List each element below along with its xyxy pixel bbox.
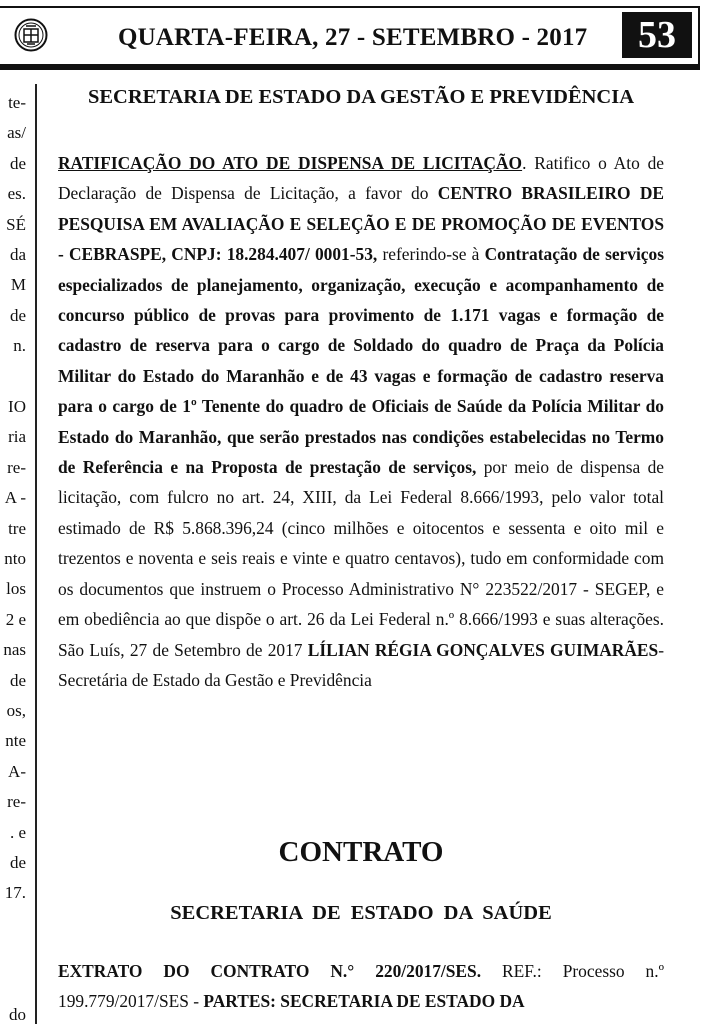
left-column-fragments [0,84,26,1024]
left-column-fragment: re- [7,457,26,477]
state-coat-of-arms-icon [14,18,48,52]
contract-extract-title: EXTRATO DO CONTRATO N.° 220/2017/SES. [58,961,482,981]
section-department: SECRETARIA DE ESTADO DA SAÚDE [170,902,552,924]
dispensa-text-4: -Secretária de Estado da Gestão e Previdência [58,639,664,690]
department-heading: SECRETARIA DE ESTADO DA GESTÃO E PREVIDÊNCIA [87,86,635,108]
left-column-fragment: 2 e [5,609,26,629]
left-column-fragment: M [10,275,26,295]
header-date: QUARTA-FEIRA, 27 - SETEMBRO - 2017 [118,24,588,51]
contract-extract-paragraph [58,956,664,1017]
left-column-fragment: SÉ [6,214,26,234]
left-column-fragment: os, [6,701,26,720]
dispensa-text-1: . Ratifico o Ato de Declaração de Dispensa de Licitação, a favor do [58,153,664,204]
dispensa-company: CENTRO BRASILEIRO DE PESQUISA EM AVALIAÇÃO E SELEÇÃO E DE PROMOÇÃO DE EVENTOS - CEBRASPE, CNPJ: 18.284.407/ 0001-53, [58,183,664,265]
left-column-fragment: ria [8,427,26,447]
left-column-fragment: nas [3,640,26,660]
left-column-fragment: IO [8,397,26,416]
left-column-fragment: nte [5,731,26,751]
left-column-fragment: de [9,853,26,872]
dispensa-signatory: LÍLIAN RÉGIA GONÇALVES GUIMARÃES [307,639,659,660]
left-column-fragment: de [9,670,26,690]
left-column-fragment: re- [7,792,26,812]
dispensa-title: RATIFICAÇÃO DO ATO DE DISPENSA DE LICITAÇÃO [58,153,523,173]
left-column-fragment: n. [13,336,26,356]
left-column-fragment: 17. [4,883,26,903]
left-column-fragment: as/ [7,123,26,143]
left-column-fragment: de [9,153,26,173]
page-number: 53 [622,12,692,58]
contract-extract-text: REF.: Processo n.º 199.779/2017/SES - [58,961,664,1012]
contract-parties: PARTES: SECRETARIA DE ESTADO DA [203,991,525,1012]
left-column-fragment: de [9,305,26,325]
header-rule [0,66,700,70]
column-divider [35,84,37,1024]
dispensa-text-2: referindo-se à [377,244,485,265]
left-column-fragment: es. [7,184,26,204]
left-column-fragment: tre [8,518,26,538]
dispensa-paragraph [58,148,664,695]
left-column-fragment: nto [4,549,26,568]
dispensa-text-3: por meio de dispensa de licitação, com fulcro no art. 24, XIII, da Lei Federal 8.666/1993, pelo valor total estimado de R$ 5.868.396,24 (cinco milhões e oitocentos e sessenta e oito mil e trezentos e noventa e seis reais e vinte e quatro centavos), tudo em conformidade com os documentos que instruem o Processo Administrativo N° 223522/2017 - SEGEP, e em obediência ao que dispõe o art. 26 da Lei Federal n.º 8.666/1993 e suas alterações. São Luís, 27 de Setembro de 2017 [58,457,664,660]
left-column-fragment: . e [9,822,26,842]
left-column-fragment: los [6,579,26,599]
page-header [0,6,700,66]
left-column-fragment: A - [4,488,26,508]
left-column-fragment: do [9,1005,26,1024]
left-column-fragment: te- [8,93,26,112]
left-column-fragment: A- [8,761,26,781]
left-column-fragment: da [9,245,26,264]
section-title: CONTRATO [278,836,444,868]
dispensa-object: Contratação de serviços especializados de planejamento, organização, execução e acompanhamento de concurso público de provas para provimento de 1.171 vagas e formação de cadastro de reserva para o cargo de Soldado do quadro de Praça da Polícia Militar do Estado do Maranhão e de 43 vagas e formação de cadastro reserva para o cargo de 1º Tenente do quadro de Oficiais de Saúde da Polícia Militar do Estado do Maranhão, que serão prestados nas condições estabelecidas no Termo de Referência e na Proposta de prestação de serviços, [58,244,664,478]
